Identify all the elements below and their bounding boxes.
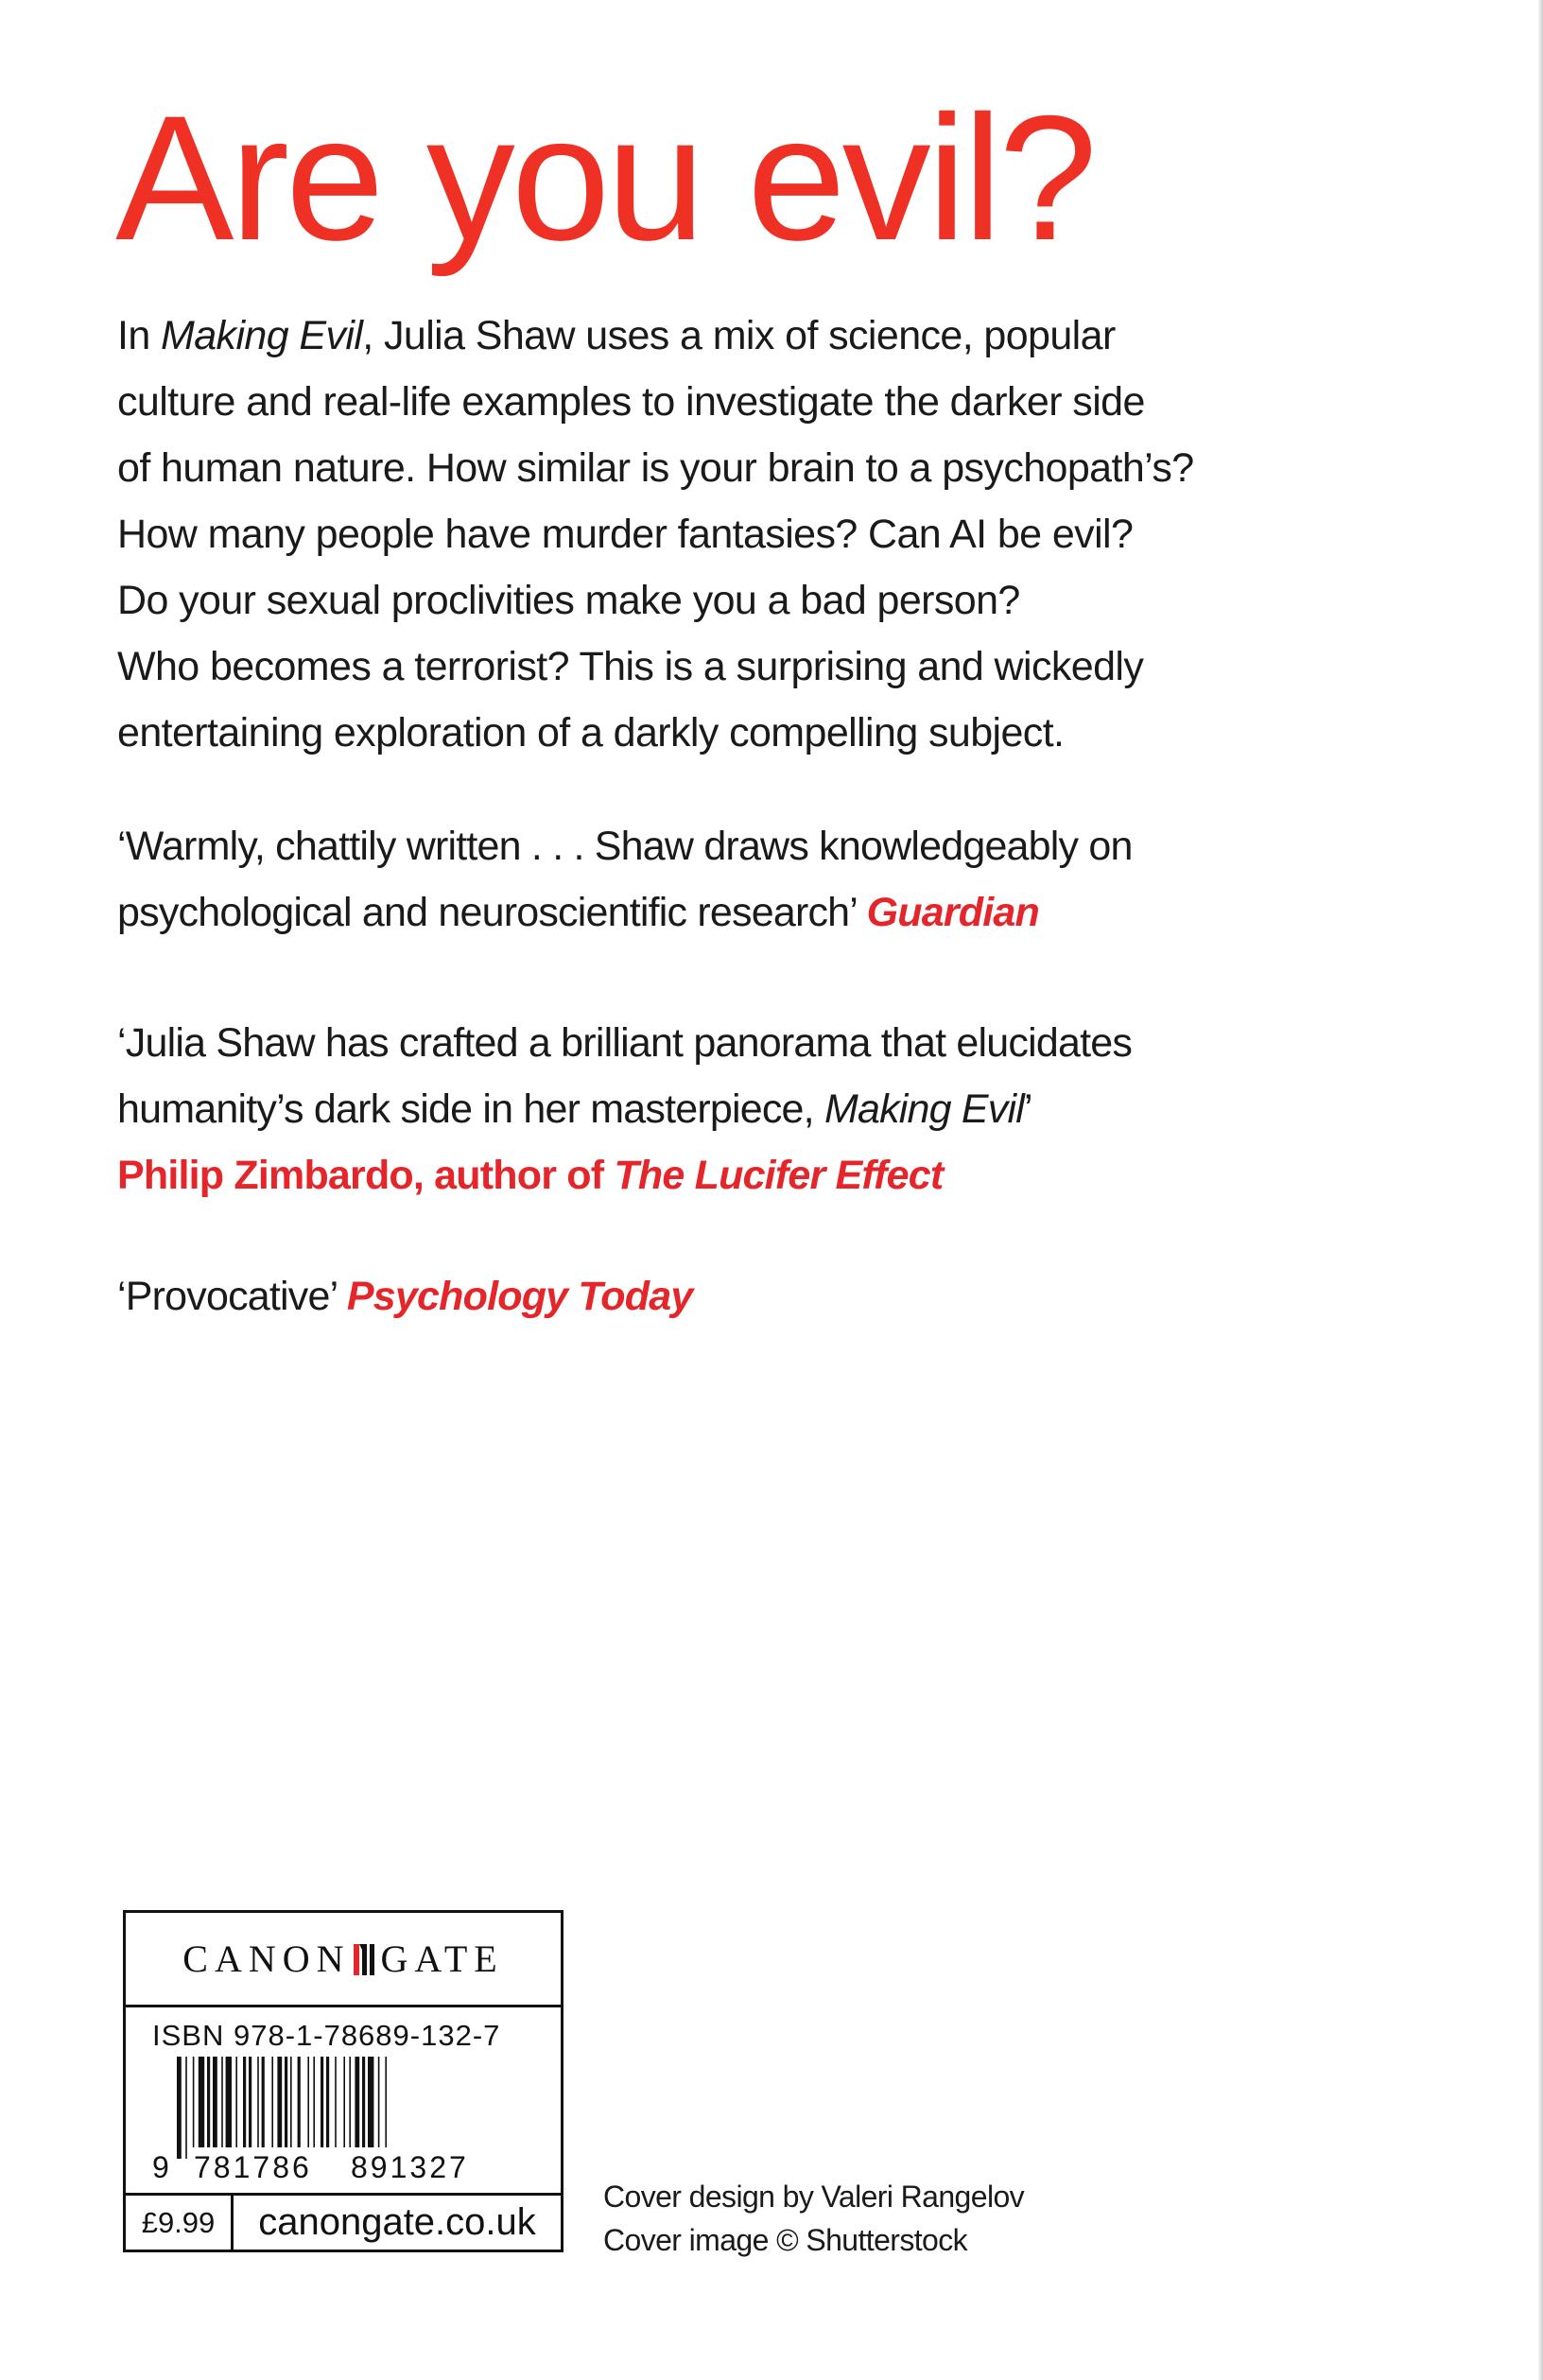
barcode-bar <box>271 2057 273 2147</box>
barcode-bar <box>213 2057 217 2147</box>
review-quote-guardian <box>117 813 1133 946</box>
publisher-website: canongate.co.uk <box>258 2201 536 2243</box>
review-quote-zimbardo <box>117 1010 1132 1208</box>
barcode-bar <box>349 2057 351 2147</box>
blurb-line: of human nature. How similar is your brain to a psychopath’s? <box>117 445 1194 491</box>
barcode-bar <box>362 2057 365 2147</box>
barcode-bar <box>313 2057 315 2147</box>
barcode-icon <box>145 2055 542 2187</box>
barcode-bar <box>277 2057 282 2147</box>
blurb-line: culture and real-life examples to investigate the darker side <box>117 379 1145 425</box>
price-row <box>126 2193 561 2250</box>
quote-text: humanity’s dark side in her masterpiece, <box>117 1086 824 1132</box>
barcode-bar <box>207 2057 210 2147</box>
review-quote-psychology-today <box>117 1263 692 1329</box>
quote-line <box>117 1076 1132 1142</box>
barcode-bar <box>290 2057 292 2147</box>
isbn-label: ISBN 978-1-78689-132-7 <box>152 2019 501 2052</box>
quote-line: ‘Warmly, chattily written . . . Shaw draws knowledgeably on <box>117 824 1133 869</box>
quote-source: Guardian <box>866 890 1039 935</box>
barcode-bar <box>185 2057 187 2159</box>
barcode-digits-group2: 891327 <box>351 2150 469 2184</box>
blurb-text: , Julia Shaw uses a mix of science, popular <box>362 313 1116 358</box>
blurb-line: How many people have murder fantasies? Can AI be evil? <box>117 512 1134 557</box>
quote-text: psychological and neuroscientific research’ <box>117 890 867 935</box>
page-edge <box>1538 0 1543 2380</box>
publisher-name-right: GATE <box>380 1937 504 1980</box>
quote-line: ‘Julia Shaw has crafted a brilliant panorama that elucidates <box>117 1020 1133 1066</box>
barcode-bar <box>235 2057 237 2147</box>
barcode-bar <box>262 2057 265 2147</box>
quote-line <box>117 879 1133 946</box>
cover-image-credit: Cover image © Shutterstock <box>603 2223 968 2257</box>
barcode-bar <box>298 2057 301 2147</box>
quote-text: ‘Provocative’ <box>117 1274 347 1319</box>
barcode-bar <box>285 2057 287 2147</box>
quote-source: Psychology Today <box>346 1274 693 1319</box>
price: £9.99 <box>126 2196 234 2250</box>
quote-text: ’ <box>1024 1086 1032 1132</box>
barcode-digit-first: 9 <box>152 2150 169 2184</box>
book-title: Making Evil <box>161 313 363 358</box>
quote-line <box>117 1263 692 1329</box>
barcode-bar <box>221 2057 223 2147</box>
quote-source-author: Philip Zimbardo, author of <box>117 1153 615 1198</box>
barcode-bar <box>326 2057 329 2147</box>
barcode-bar <box>177 2057 182 2159</box>
barcode-bar <box>343 2057 345 2147</box>
barcode-bar <box>307 2057 309 2147</box>
book-title: Making Evil <box>824 1086 1025 1132</box>
barcode-bar <box>193 2057 195 2147</box>
publisher-name-left: CANON <box>182 1937 351 1980</box>
cover-design-credit: Cover design by Valeri Rangelov <box>603 2180 1025 2214</box>
publisher-logo <box>182 1937 503 1981</box>
barcode-bar <box>335 2057 337 2147</box>
quote-source-title: The Lucifer Effect <box>614 1153 944 1198</box>
barcode-bar <box>378 2057 380 2147</box>
blurb-line: Who becomes a terrorist? This is a surprising and wickedly <box>117 644 1144 689</box>
gate-icon <box>351 1940 377 1978</box>
barcode-box <box>123 1910 563 2252</box>
barcode-bar <box>257 2057 259 2147</box>
blurb-line: entertaining exploration of a darkly compelling subject. <box>117 710 1065 756</box>
blurb-line: Do your sexual proclivities make you a bad person? <box>117 578 1020 623</box>
cover-credits <box>603 2175 1024 2262</box>
publisher-logo-row <box>126 1913 561 2007</box>
barcode-bar <box>226 2057 232 2147</box>
barcode-digits-group1: 781786 <box>194 2150 312 2184</box>
barcode-bar <box>199 2057 204 2147</box>
barcode-bar <box>355 2057 359 2147</box>
quote-source <box>117 1142 1132 1208</box>
blurb <box>117 303 1346 766</box>
blurb-line <box>117 303 1346 369</box>
barcode-bar <box>243 2057 246 2147</box>
barcode-bar <box>249 2057 251 2147</box>
headline: Are you evil? <box>115 78 1094 277</box>
barcode-bar <box>385 2057 387 2147</box>
blurb-text: In <box>117 313 162 358</box>
barcode-bar <box>321 2057 323 2147</box>
barcode-bar <box>368 2057 373 2147</box>
